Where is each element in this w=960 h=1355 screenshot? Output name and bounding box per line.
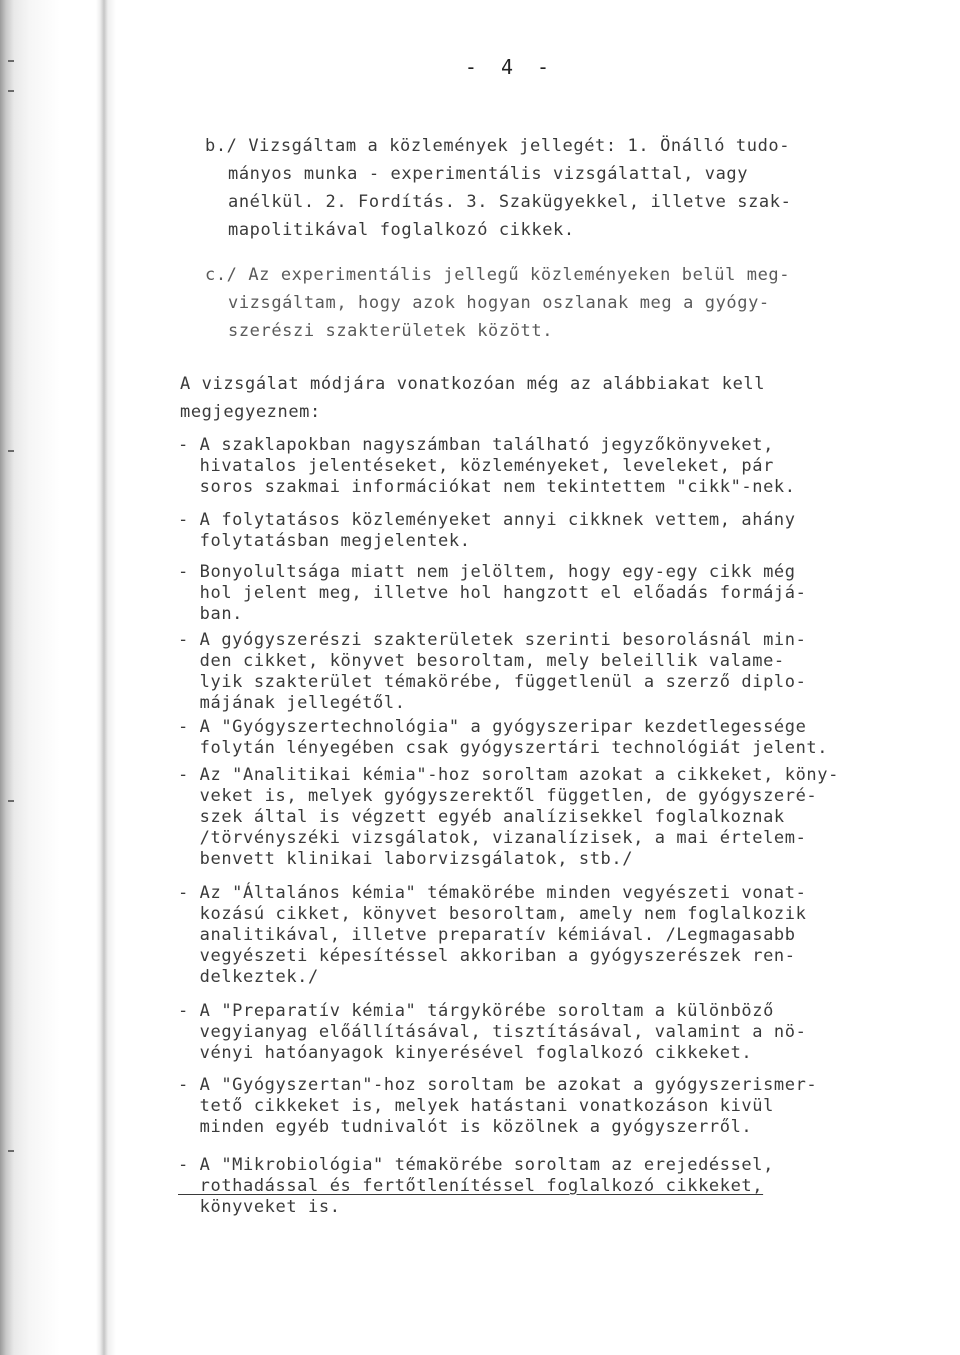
list-item-line: hivatalos jelentéseket, közleményeket, leveleket, pár [178,456,774,476]
list-item-line: delkeztek./ [178,967,319,987]
list-item-line: szek által is végzett egyéb analízisekkel foglalkoznak [178,807,785,827]
intro-line: A vizsgálat módjára vonatkozóan még az alábbiakat kell [180,374,766,394]
list-item-line: vegyianyag előállításával, tisztításával, valamint a nö- [178,1022,807,1042]
list-item-line: - A "Mikrobiológia" témakörébe soroltam az erejedéssel, [178,1155,774,1175]
binding-hole-mark [8,1150,14,1152]
section-b-line: b./ Vizsgáltam a közlemények jellegét: 1. Önálló tudo- [205,136,791,156]
binding-hole-mark [8,60,14,62]
list-item-line: májának jellegétől. [178,693,406,713]
section-c-line: c./ Az experimentális jellegű közleményeken belül meg- [205,265,791,285]
section-c-line: vizsgáltam, hogy azok hogyan oszlanak meg a gyógy- [228,293,770,313]
list-item-line: soros szakmai információkat nem tekintettem "cikk"-nek. [178,477,796,497]
list-item-line: veket is, melyek gyógyszerektől független, de gyógyszeré- [178,786,818,806]
list-item-line: - Az "Analitikai kémia"-hoz soroltam azokat a cikkeket, köny- [178,765,839,785]
list-item-line: - Bonyolultsága miatt nem jelöltem, hogy egy-egy cikk még [178,562,796,582]
list-item-line: ban. [178,604,244,624]
list-item-line: folytán lényegében csak gyógyszertári technológiát jelent. [178,738,829,758]
list-item-line: rothadással és fertőtlenítéssel foglalkozó cikkeket, [178,1176,764,1196]
page-number: - 4 - [464,55,556,79]
binding-hole-mark [8,90,14,92]
list-item-line: vegyészeti képesítéssel akkoriban a gyógyszerészek ren- [178,946,796,966]
list-item-line: analitikával, illetve preparatív kémiával. /Legmagasabb [178,925,796,945]
list-item-line: - Az "Általános kémia" témakörébe minden vegyészeti vonat- [178,883,807,903]
list-item-line: könyveket is. [178,1197,341,1217]
list-item-line: vényi hatóanyagok kinyerésével foglalkozó cikkeket. [178,1043,753,1063]
binding-hole-mark [8,800,14,802]
list-item-line: tető cikkeket is, melyek hatástani vonatkozáson kivül [178,1096,774,1116]
list-item-line: - A szaklapokban nagyszámban található jegyzőkönyveket, [178,435,774,455]
list-item-line: - A "Gyógyszertechnológia" a gyógyszeripar kezdetlegessége [178,717,807,737]
list-item-line: lyik szakterület témakörébe, függetlenül a szerző diplo- [178,672,807,692]
list-item-line: hol jelent meg, illetve hol hangzott el előadás formájá- [178,583,807,603]
list-item-line: minden egyéb tudnivalót is közölnek a gyógyszerről. [178,1117,753,1137]
list-item-line: /törvényszéki vizsgálatok, vizanalízisek, a mai értelem- [178,828,807,848]
list-item-line: - A folytatásos közleményeket annyi cikknek vettem, ahány [178,510,796,530]
section-c-line: szerészi szakterületek között. [228,321,554,341]
list-item-line: - A "Gyógyszertan"-hoz soroltam be azokat a gyógyszerismer- [178,1075,818,1095]
list-item-line: - A gyógyszerészi szakterületek szerinti besorolásnál min- [178,630,807,650]
list-item-line: - A "Preparatív kémia" tárgykörébe soroltam a különböző [178,1001,774,1021]
binding-hole-mark [8,450,14,452]
list-item-line: folytatásban megjelentek. [178,531,471,551]
list-item-line: benvett klinikai laborvizsgálatok, stb./ [178,849,634,869]
section-b-line: anélkül. 2. Fordítás. 3. Szakügyekkel, illetve szak- [228,192,792,212]
list-item-line: kozású cikket, könyvet besoroltam, amely nem foglalkozik [178,904,807,924]
intro-line: megjegyeznem: [180,402,321,422]
section-b-line: mányos munka - experimentális vizsgálattal, vagy [228,164,749,184]
scan-binding-edge [0,0,130,1355]
list-item-line: den cikket, könyvet besoroltam, mely beleillik valame- [178,651,785,671]
section-b-line: mapolitikával foglalkozó cikkek. [228,220,575,240]
